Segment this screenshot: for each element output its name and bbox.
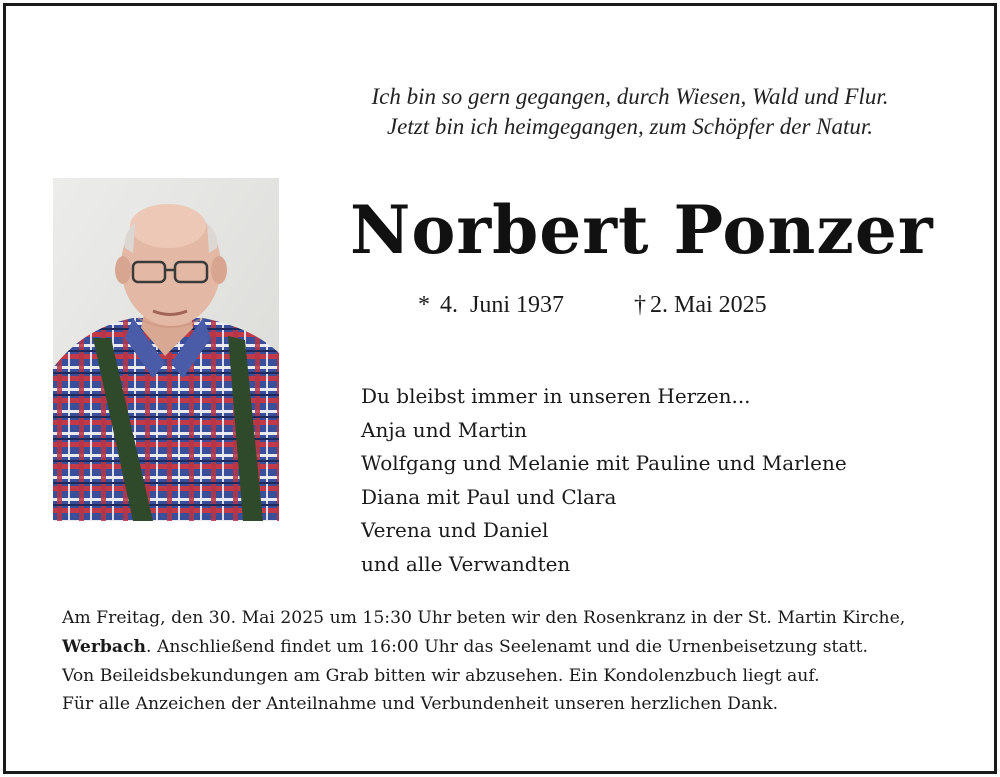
poem: [320, 82, 940, 142]
mourner-line: und alle Verwandten: [361, 551, 571, 576]
mourner-line: Wolfgang und Melanie mit Pauline und Marlene: [361, 451, 847, 475]
mourner-line: Verena und Daniel: [361, 518, 549, 542]
mourner-line: Anja und Martin: [361, 417, 528, 442]
deceased-name: Norbert Ponzer: [350, 191, 934, 269]
death-date: [634, 288, 767, 322]
mourners-list: [361, 380, 847, 581]
birth-date: [418, 288, 564, 322]
death-date-text: 2. Mai 2025: [650, 292, 767, 318]
notice-line-4: Für alle Anzeichen der Anteilnahme und Verbundenheit unseren herzlichen Dank.: [62, 694, 779, 715]
portrait-photo: [53, 178, 279, 521]
notice-line-2-rest: . Anschließend findet um 16:00 Uhr das Seelenamt und die Urnenbeisetzung statt.: [146, 636, 868, 657]
birth-date-text: 4. Juni 1937: [440, 292, 565, 318]
mourner-line: Du bleibst immer in unseren Herzen...: [361, 384, 751, 408]
notice-location: Werbach: [62, 636, 147, 657]
notice-line-1: Am Freitag, den 30. Mai 2025 um 15:30 Uhr beten wir den Rosenkranz in der St. Martin Kirche,: [62, 608, 906, 628]
mourner-line: Diana mit Paul und Clara: [361, 484, 617, 509]
death-cross-icon: †: [634, 292, 646, 318]
birth-star-icon: *: [418, 292, 430, 318]
poem-line-1: Ich bin so gern gegangen, durch Wiesen, Wald und Flur.: [371, 84, 889, 109]
portrait-illustration: [53, 178, 279, 521]
funeral-notice: [62, 604, 905, 719]
notice-line-3: Von Beileidsbekundungen am Grab bitten wir abzusehen. Ein Kondolenzbuch liegt auf.: [62, 665, 820, 686]
notice-line-2: [62, 633, 905, 662]
poem-line-2: Jetzt bin ich heimgegangen, zum Schöpfer der Natur.: [386, 114, 874, 139]
